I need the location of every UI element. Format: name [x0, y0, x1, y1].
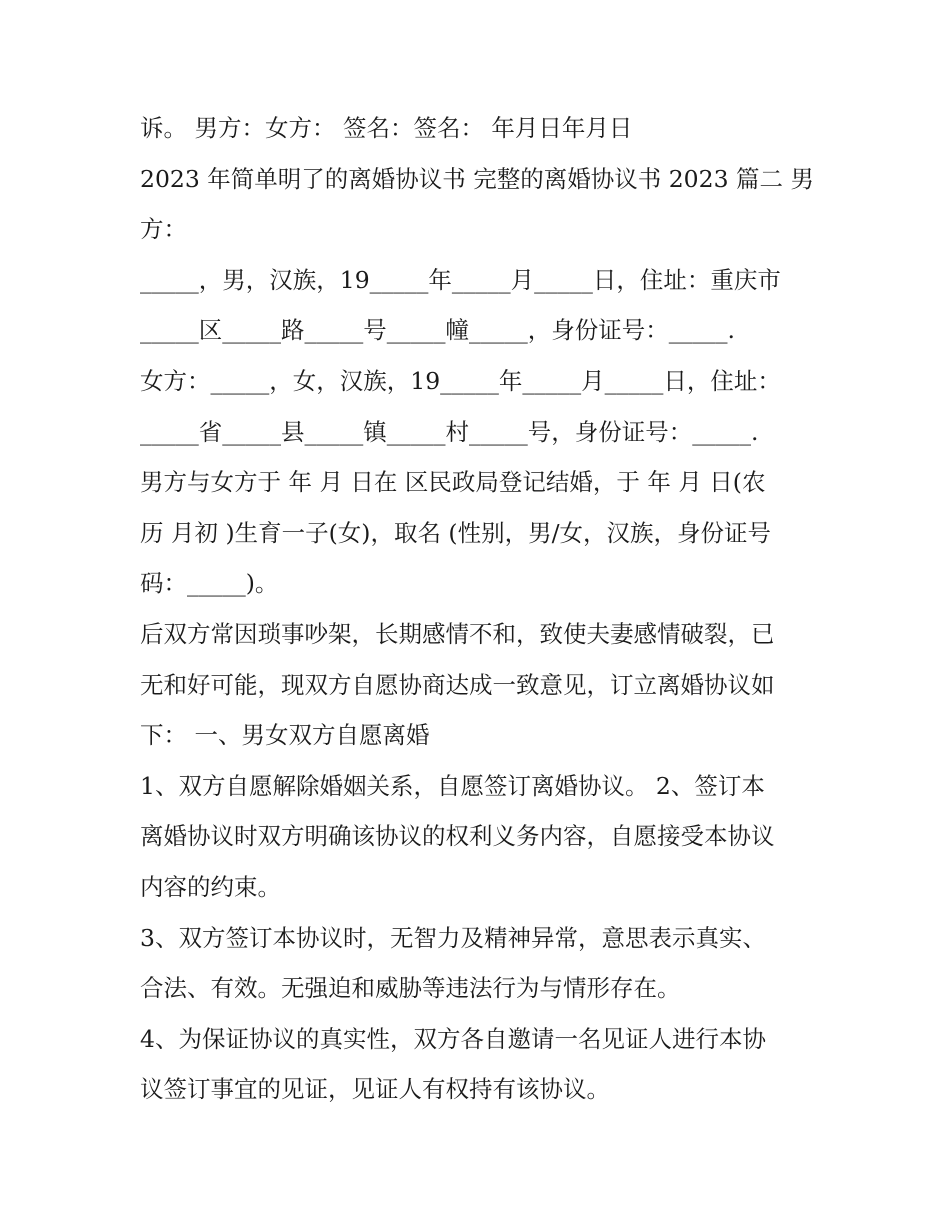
text-line-clause-4-end: 议签订事宜的见证，见证人有权持有该协议。: [140, 1075, 610, 1104]
text-line-agreement: 无和好可能，现双方自愿协商达成一致意见，订立离婚协议如: [140, 670, 775, 699]
text-line-title: 2023 年简单明了的离婚协议书 完整的离婚协议书 2023 篇二 男: [140, 164, 814, 193]
text-line-male-info: _____，男，汉族，19_____年_____月_____日，住址：重庆市: [140, 265, 781, 294]
text-line-clause-3-end: 合法、有效。无强迫和威胁等违法行为与情形存在。: [140, 974, 681, 1003]
text-line-signatures: 诉。 男方：女方： 签名：签名： 年月日年月日: [140, 114, 633, 142]
text-line-child: 历 月初 )生育一子(女)，取名 (性别，男/女，汉族，身份证号: [140, 518, 771, 547]
text-line-clause-2-end: 内容的约束。: [140, 872, 281, 901]
text-line: 方：: [140, 215, 187, 244]
text-line-section-heading: 下： 一、男女双方自愿离婚: [140, 721, 430, 750]
text-line-clause-3: 3、双方签订本协议时，无智力及精神异常，意思表示真实、: [140, 923, 766, 952]
text-line-child-id: 码：_____)。: [140, 569, 279, 598]
text-line-clause-2: 离婚协议时双方明确该协议的权利义务内容，自愿接受本协议: [140, 822, 775, 851]
text-line-clause-1: 1、双方自愿解除婚姻关系，自愿签订离婚协议。 2、签订本: [140, 771, 765, 800]
text-line-female-info: 女方：_____，女，汉族，19_____年_____月_____日，住址：: [140, 366, 781, 395]
text-line-female-address: _____省_____县_____镇_____村_____号，身份证号：_____.: [140, 417, 759, 446]
text-line-reason: 后双方常因琐事吵架，长期感情不和，致使夫妻感情破裂，已: [140, 619, 775, 648]
text-line-marriage: 男方与女方于 年 月 日在 区民政局登记结婚，于 年 月 日(农: [140, 468, 766, 497]
text-line-clause-4: 4、为保证协议的真实性，双方各自邀请一名见证人进行本协: [140, 1024, 766, 1053]
text-line-male-address: _____区_____路_____号_____幢_____，身份证号：_____.: [140, 316, 735, 345]
document-body: [140, 103, 820, 1115]
